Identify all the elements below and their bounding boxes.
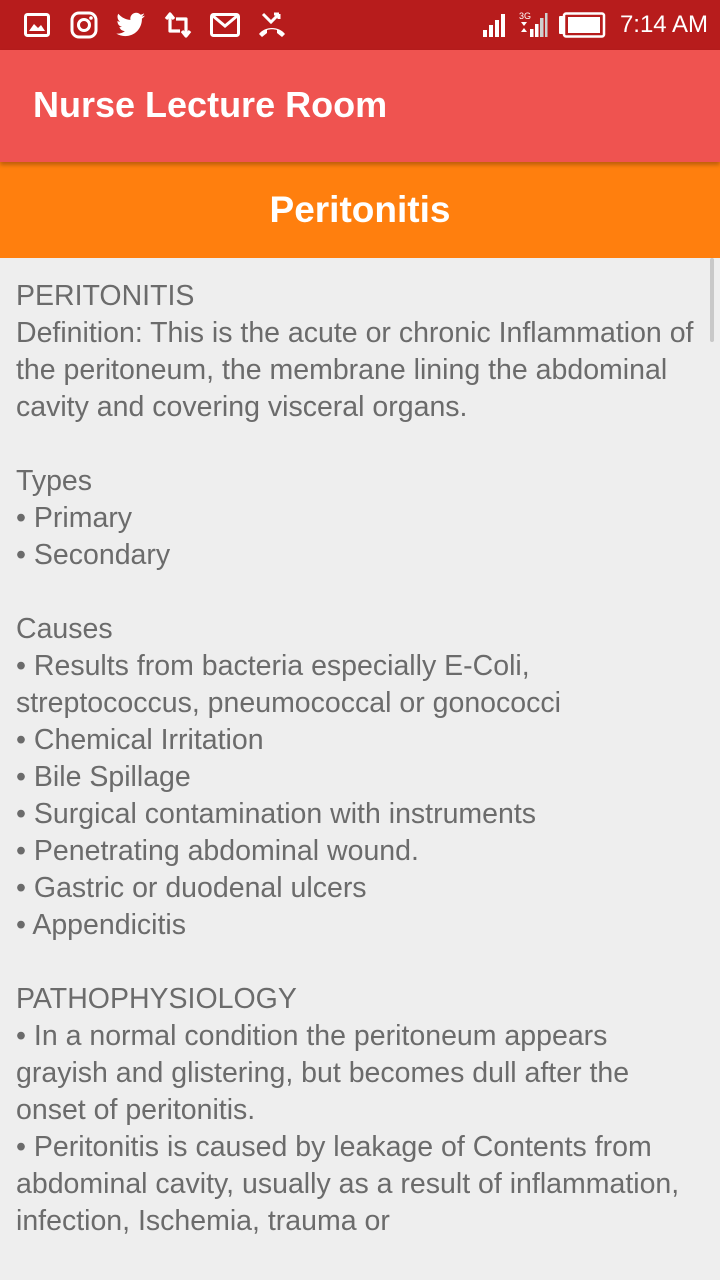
missed-call-icon (255, 8, 289, 42)
battery-icon (558, 12, 606, 38)
instagram-icon (67, 8, 101, 42)
gallery-icon (20, 8, 54, 42)
article-text: PERITONITIS Definition: This is the acute or chronic Inflammation of the peritoneum, the membrane lining the abdominal cavity and covering visceral organs. Types • Primary • Secondary Causes • Results from bacteria especially E-Coli, streptococcus, pneumococcal or gonococci • Chemical Irritation • Bile Spillage • Surgical contamination with instruments • Penetrating abdominal wound. • Gastric or duodenal ulcers • Appendicitis PATHOPHYSIOLOGY • In a normal condition the peritoneum appears grayish and glistering, but becomes dull after the onset of peritonitis. • Peritonitis is caused by leakage of Contents from abdominal cavity, usually as a result of inflammation, infection, Ischemia, trauma or (16, 280, 694, 1237)
network-type-label: 3G (518, 11, 531, 21)
article-scroll-view[interactable] (0, 258, 720, 1280)
topic-title: Peritonitis (269, 189, 451, 230)
gmail-icon (208, 8, 242, 42)
twitter-icon (114, 8, 148, 42)
topic-banner (0, 162, 720, 258)
status-bar (0, 0, 720, 50)
retweet-icon (161, 8, 195, 42)
app-title: Nurse Lecture Room (33, 84, 388, 125)
system-status (472, 8, 708, 42)
notification-icons (20, 8, 302, 42)
data-signal-icon (518, 10, 548, 40)
app-bar (0, 50, 720, 162)
status-time: 7:14 AM (619, 11, 708, 38)
signal-icon (482, 12, 508, 38)
scrollbar[interactable] (710, 258, 714, 342)
